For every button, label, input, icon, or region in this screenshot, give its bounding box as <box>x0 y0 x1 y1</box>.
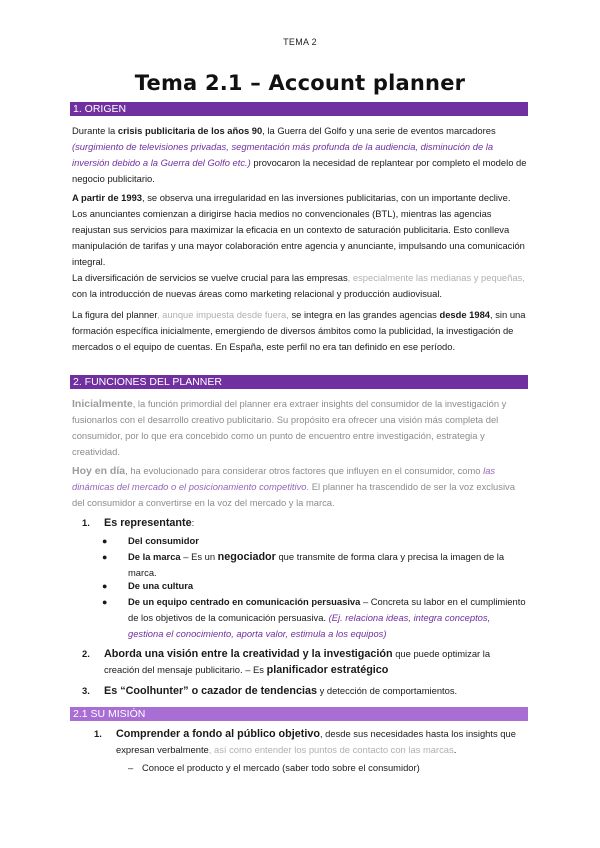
text-faded: , ha evolucionado para considerar otros factores que influyen en el consumidor, como <box>125 465 484 476</box>
text: provocaron la necesidad de replantear por completo el modelo de negocio publicitario. <box>72 157 527 184</box>
bullet-icon: ● <box>102 552 108 562</box>
text: Durante la <box>72 125 118 136</box>
text: : <box>191 517 195 528</box>
text-highlight: (surgimiento de televisiones privadas, segmentación más profunda de la audiencia, disminución de la inversión debido a la Guerra del Golfo etc.) <box>72 141 494 168</box>
list-item-2 <box>82 646 528 678</box>
text-highlight: (Ej. relaciona ideas, integra conceptos, gestiona el conocimiento, aporta valor, estimula a los equipos) <box>128 612 491 639</box>
bullet-item <box>102 578 528 594</box>
text-faded: , especialmente las medianas y pequeñas, <box>347 272 525 283</box>
dash-icon: – <box>128 762 134 773</box>
text-faded: , así como entender los puntos de contacto con las marcas <box>208 744 454 755</box>
text-bold: Es representante <box>104 517 192 529</box>
text-bold: A partir de 1993 <box>72 192 142 203</box>
text-faded: , aunque impuesta desde fuera, <box>156 309 289 320</box>
text: , se observa una irregularidad en las inversiones publicitarias, con un importante declive. Los anunciantes comienzan a dirigirse hacia medios no convencionales (BTL), mientras las agencias reajustan sus servicios para maximizar la eficacia en un contexto de saturación publicitaria. Esto conlleva manipulación de tarifas y una mayor colaboración entre agencia y anunciante, impulsando una comunicación integral. <box>72 192 525 267</box>
text-bold: Es “Coolhunter” o cazador de tendencias <box>104 685 317 697</box>
list-number: 3. <box>82 685 90 696</box>
paragraph-origen-3 <box>72 270 528 302</box>
text-bold: De la marca <box>128 551 181 562</box>
section-heading-origen: 1. ORIGEN <box>70 102 528 116</box>
text: La diversificación de servicios se vuelve crucial para las empresas <box>72 272 348 283</box>
bullet-item <box>102 594 528 642</box>
text-bold: planificador estratégico <box>266 664 389 676</box>
section-heading-funciones: 2. FUNCIONES DEL PLANNER <box>70 375 528 389</box>
text-bold: De una cultura <box>128 580 194 591</box>
text-bold: Comprender a fondo al público objetivo <box>116 728 320 740</box>
text: , la Guerra del Golfo y una serie de eventos marcadores <box>262 125 496 136</box>
text-bold: Aborda una visión entre la creatividad y la investigación <box>104 648 393 660</box>
list-number: 2. <box>82 648 90 659</box>
paragraph-funciones-2 <box>72 463 528 511</box>
paragraph-origen-2 <box>72 190 528 270</box>
text-faded: . El planner ha trascendido de ser la voz exclusiva del consumidor a convertirse en la voz del mercado y la marca. <box>72 481 515 508</box>
list-item-1 <box>82 515 528 531</box>
bullet-icon: ● <box>102 536 108 546</box>
text-bold: De un equipo centrado en comunicación persuasiva <box>128 596 361 607</box>
text: . <box>453 744 457 755</box>
text: se integra en las grandes agencias <box>288 309 440 320</box>
text: con la introducción de nuevas áreas como marketing relacional y producción audiovisual. <box>72 288 443 299</box>
text-bold: Del consumidor <box>128 535 199 546</box>
text: – Concreta su labor en el cumplimiento de los objetivos de la comunicación persuasiva. <box>128 596 526 623</box>
text: que transmite de forma clara y precisa la imagen de la marca. <box>128 551 505 578</box>
text: y detección de comportamientos. <box>316 685 458 696</box>
paragraph-funciones-1 <box>72 396 528 460</box>
page-title: Tema 2.1 – Account planner <box>134 71 466 95</box>
bullet-icon: ● <box>102 597 108 607</box>
bullet-item <box>102 533 528 549</box>
bullet-icon: ● <box>102 581 108 591</box>
list-number: 1. <box>82 517 90 528</box>
section-heading-mision: 2.1 SU MISIÓN <box>70 707 528 721</box>
list-item-3 <box>82 683 528 699</box>
text-bold: crisis publicitaria de los años 90 <box>117 125 263 136</box>
text: que puede optimizar la creación del mensaje publicitario. – Es <box>104 648 491 675</box>
text: La figura del planner <box>72 309 157 320</box>
paragraph-origen-1 <box>72 123 528 187</box>
text-faded: , la función primordial del planner era extraer insights del consumidor de la investigación y fusionarlos con el desarrollo creativo publicitario. Su propósito era ofrecer una visión más completa del consumidor, por lo que era concebido como un punto de encuentro entre investigación, estrategia y creatividad. <box>72 398 507 457</box>
text-bold: negociador <box>217 551 276 563</box>
text: , sin una formación específica inicialmente, emergiendo de diversos ámbitos como la publicidad, la investigación de mercados o el equipo de cuentas. En España, este perfil no era tan definido en ese período. <box>72 309 526 352</box>
text-bold-faded: Hoy en día <box>72 465 126 477</box>
text-bold-faded: Inicialmente <box>72 398 133 410</box>
paragraph-origen-4 <box>72 307 528 355</box>
mision-item-1 <box>94 726 528 758</box>
running-header: TEMA 2 <box>283 37 317 47</box>
text-bold: desde 1984 <box>439 309 491 320</box>
text-highlight: las dinámicas del mercado o el posicionamiento competitivo <box>72 465 496 492</box>
list-number: 1. <box>94 728 102 739</box>
text: , desde sus necesidades hasta los insights que expresan verbalmente <box>116 728 516 755</box>
dash-item <box>128 760 528 776</box>
text: – Es un <box>180 551 218 562</box>
text: Conoce el producto y el mercado (saber todo sobre el consumidor) <box>142 762 420 773</box>
bullet-item <box>102 549 528 581</box>
